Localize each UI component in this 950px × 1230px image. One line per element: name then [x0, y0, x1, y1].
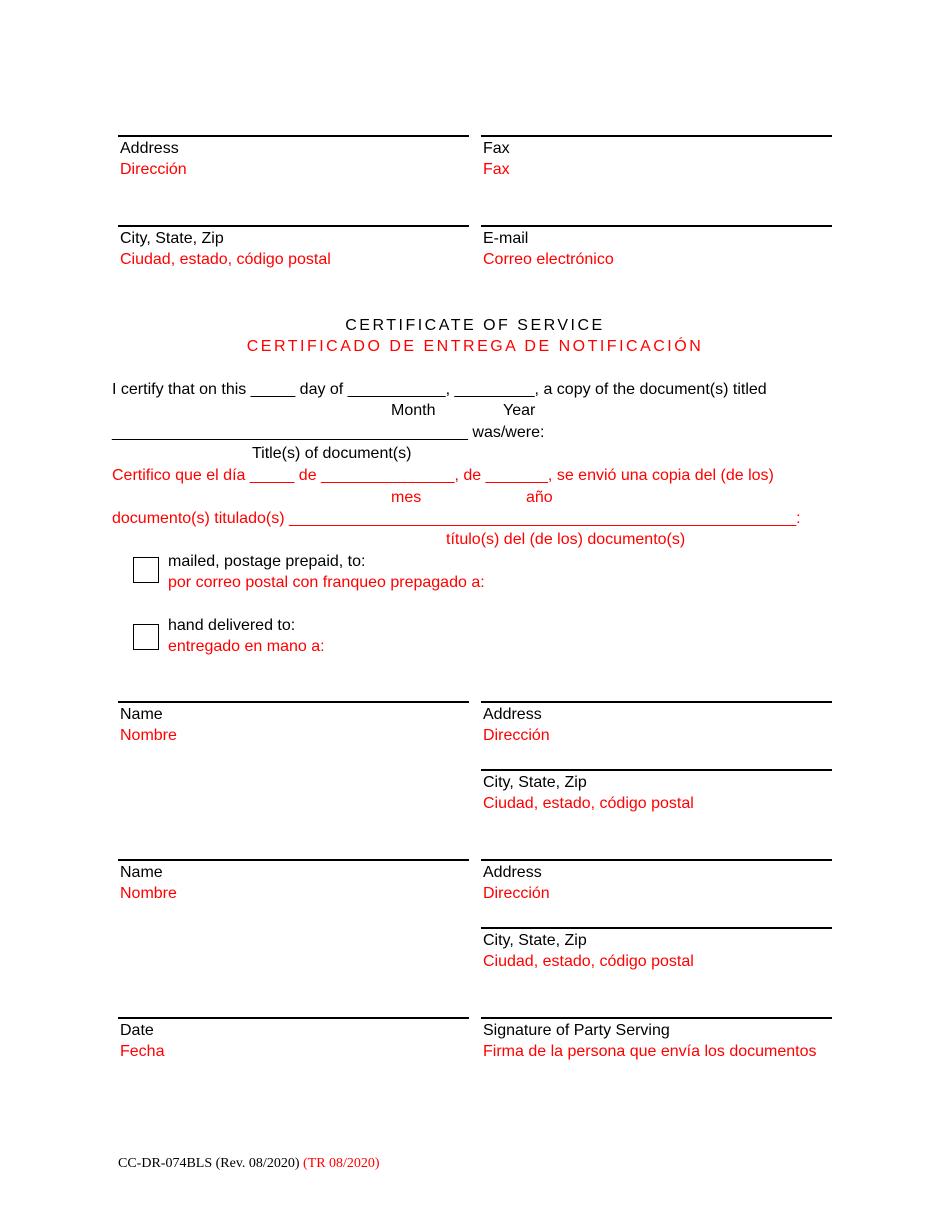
recipient-address-field[interactable]	[481, 701, 832, 744]
address-field[interactable]	[118, 135, 469, 178]
recipient-name-label-es: Nombre	[120, 727, 177, 744]
email-label: E-mail	[483, 230, 529, 247]
hand-delivered-checkbox[interactable]	[133, 624, 159, 650]
ano-label: año	[526, 489, 553, 506]
year-label: Year	[503, 402, 536, 419]
recipient-name-label-es: Nombre	[120, 885, 177, 902]
city-state-zip-label-es: Ciudad, estado, código postal	[120, 251, 331, 268]
month-label: Month	[391, 402, 436, 419]
certificate-title-es: CERTIFICADO DE ENTREGA DE NOTIFICACIÓN	[246, 338, 704, 355]
recipient-address-label-es: Dirección	[483, 885, 550, 902]
translation-revision: (TR 08/2020)	[302, 1156, 380, 1171]
certificate-title: CERTIFICATE OF SERVICE	[345, 317, 605, 334]
hand-delivered-label: hand delivered to:	[168, 617, 296, 634]
recipient-address-label: Address	[483, 706, 542, 723]
email-field[interactable]	[481, 225, 832, 268]
recipient-city-field[interactable]	[481, 769, 832, 812]
hand-delivered-label-es: entregado en mano a:	[168, 638, 325, 655]
signature-label: Signature of Party Serving	[483, 1022, 670, 1039]
address-label: Address	[120, 140, 179, 157]
titles-label: Title(s) of document(s)	[252, 445, 412, 462]
mailed-label: mailed, postage prepaid, to:	[168, 553, 366, 570]
form-id: CC-DR-074BLS (Rev. 08/2020)	[118, 1156, 300, 1171]
city-state-zip-label: City, State, Zip	[120, 230, 224, 247]
titles-line-en: ________________________________________ was/were:	[112, 424, 545, 441]
recipient-name-field[interactable]	[118, 859, 469, 902]
signature-label-es: Firma de la persona que envía los documentos	[483, 1043, 817, 1060]
email-label-es: Correo electrónico	[483, 251, 614, 268]
mailed-label-es: por correo postal con franqueo prepagado a:	[168, 574, 485, 591]
date-label-es: Fecha	[120, 1043, 165, 1060]
recipient-city-label: City, State, Zip	[483, 932, 587, 949]
titles-line-es: documento(s) titulado(s) _________________________________________________________:	[112, 510, 801, 527]
recipient-name-field[interactable]	[118, 701, 469, 744]
fax-label: Fax	[483, 140, 510, 157]
form-footer	[118, 1156, 380, 1172]
recipient-name-label: Name	[120, 864, 163, 881]
date-label: Date	[120, 1022, 154, 1039]
recipient-name-label: Name	[120, 706, 163, 723]
mes-label: mes	[391, 489, 422, 506]
date-field[interactable]	[118, 1017, 469, 1060]
fax-label-es: Fax	[483, 161, 510, 178]
signature-field[interactable]	[481, 1017, 832, 1060]
recipient-city-label-es: Ciudad, estado, código postal	[483, 795, 694, 812]
recipient-city-label: City, State, Zip	[483, 774, 587, 791]
recipient-city-field[interactable]	[481, 927, 832, 970]
recipient-address-field[interactable]	[481, 859, 832, 902]
titulos-label: título(s) del (de los) documento(s)	[446, 531, 686, 548]
fax-field[interactable]	[481, 135, 832, 178]
recipient-city-label-es: Ciudad, estado, código postal	[483, 953, 694, 970]
city-state-zip-field[interactable]	[118, 225, 469, 268]
recipient-address-label-es: Dirección	[483, 727, 550, 744]
recipient-address-label: Address	[483, 864, 542, 881]
certify-line-en: I certify that on this _____ day of ___________, _________, a copy of the document(s) titled	[112, 381, 767, 398]
address-label-es: Dirección	[120, 161, 187, 178]
mailed-checkbox[interactable]	[133, 557, 159, 583]
certify-line-es: Certifico que el día _____ de _______________, de _______, se envió una copia del (de los)	[112, 467, 774, 484]
